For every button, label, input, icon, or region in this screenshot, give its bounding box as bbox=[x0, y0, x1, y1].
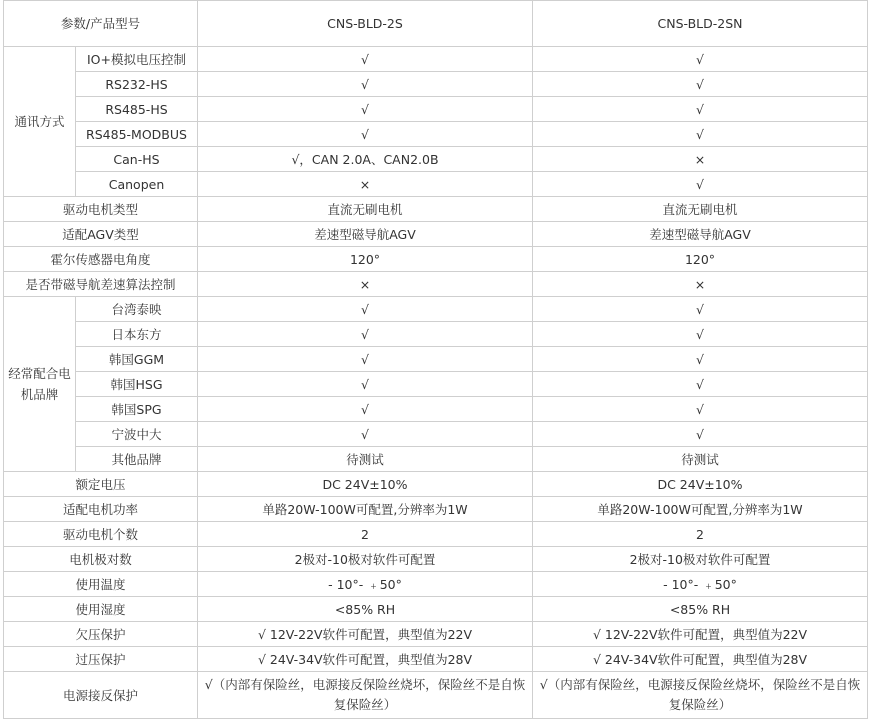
value-b: √ bbox=[533, 172, 868, 197]
row-name: IO+模拟电压控制 bbox=[76, 47, 198, 72]
value-a: √ bbox=[198, 122, 533, 147]
row-name: 过压保护 bbox=[4, 647, 198, 672]
value-a: √ bbox=[198, 322, 533, 347]
value-b: 2极对-10极对软件可配置 bbox=[533, 547, 868, 572]
value-b: √ bbox=[533, 397, 868, 422]
value-b: √ bbox=[533, 297, 868, 322]
value-a: √ bbox=[198, 47, 533, 72]
table-row bbox=[4, 522, 868, 547]
value-a: √ bbox=[198, 372, 533, 397]
table-row bbox=[4, 672, 868, 719]
row-name: 宁波中大 bbox=[76, 422, 198, 447]
value-b: 2 bbox=[533, 522, 868, 547]
value-a: √ bbox=[198, 347, 533, 372]
value-b: 单路20W-100W可配置,分辨率为1W bbox=[533, 497, 868, 522]
value-a: 单路20W-100W可配置,分辨率为1W bbox=[198, 497, 533, 522]
row-name: 驱动电机类型 bbox=[4, 197, 198, 222]
value-a: √ 12V-22V软件可配置，典型值为22V bbox=[198, 622, 533, 647]
row-name: RS232-HS bbox=[76, 72, 198, 97]
spec-table bbox=[3, 0, 868, 719]
row-name: 台湾泰映 bbox=[76, 297, 198, 322]
table-row bbox=[4, 472, 868, 497]
value-a: 2 bbox=[198, 522, 533, 547]
value-a: √ bbox=[198, 422, 533, 447]
value-b: √ bbox=[533, 322, 868, 347]
value-a: √ bbox=[198, 397, 533, 422]
value-a: 直流无刷电机 bbox=[198, 197, 533, 222]
value-a: √ 24V-34V软件可配置，典型值为28V bbox=[198, 647, 533, 672]
table-row bbox=[4, 372, 868, 397]
value-b: √ bbox=[533, 422, 868, 447]
table-row bbox=[4, 47, 868, 72]
table-row bbox=[4, 597, 868, 622]
table-row bbox=[4, 97, 868, 122]
value-b: 待测试 bbox=[533, 447, 868, 472]
value-a: 差速型磁导航AGV bbox=[198, 222, 533, 247]
value-b: √（内部有保险丝，电源接反保险丝烧坏，保险丝不是自恢复保险丝） bbox=[533, 672, 868, 719]
row-name: 使用温度 bbox=[4, 572, 198, 597]
value-b: 差速型磁导航AGV bbox=[533, 222, 868, 247]
value-a: √ bbox=[198, 72, 533, 97]
table-row bbox=[4, 322, 868, 347]
value-b: DC 24V±10% bbox=[533, 472, 868, 497]
value-a: 2极对-10极对软件可配置 bbox=[198, 547, 533, 572]
row-name: 韩国HSG bbox=[76, 372, 198, 397]
table-row bbox=[4, 572, 868, 597]
value-a: 待测试 bbox=[198, 447, 533, 472]
model-b-header: CNS-BLD-2SN bbox=[533, 1, 868, 47]
value-b: √ bbox=[533, 122, 868, 147]
value-b: 直流无刷电机 bbox=[533, 197, 868, 222]
row-name: 电机极对数 bbox=[4, 547, 198, 572]
motor-group-label: 经常配合电机品牌 bbox=[4, 297, 76, 472]
table-row bbox=[4, 447, 868, 472]
row-name: 日本东方 bbox=[76, 322, 198, 347]
value-b: √ bbox=[533, 347, 868, 372]
table-row bbox=[4, 347, 868, 372]
row-name: 驱动电机个数 bbox=[4, 522, 198, 547]
row-name: Can-HS bbox=[76, 147, 198, 172]
table-row bbox=[4, 72, 868, 97]
table-row bbox=[4, 547, 868, 572]
model-a-header: CNS-BLD-2S bbox=[198, 1, 533, 47]
row-name: 霍尔传感器电角度 bbox=[4, 247, 198, 272]
row-name: RS485-HS bbox=[76, 97, 198, 122]
row-name: 欠压保护 bbox=[4, 622, 198, 647]
table-row bbox=[4, 297, 868, 322]
table-row bbox=[4, 247, 868, 272]
value-a: <85% RH bbox=[198, 597, 533, 622]
table-row bbox=[4, 622, 868, 647]
table-row bbox=[4, 497, 868, 522]
value-b: √ 24V-34V软件可配置，典型值为28V bbox=[533, 647, 868, 672]
table-row bbox=[4, 272, 868, 297]
row-name: 适配AGV类型 bbox=[4, 222, 198, 247]
comm-group-label: 通讯方式 bbox=[4, 47, 76, 197]
value-a: × bbox=[198, 172, 533, 197]
value-b: <85% RH bbox=[533, 597, 868, 622]
row-name: 额定电压 bbox=[4, 472, 198, 497]
row-name: 使用湿度 bbox=[4, 597, 198, 622]
row-name: Canopen bbox=[76, 172, 198, 197]
value-a: - 10°- ﹢50° bbox=[198, 572, 533, 597]
table-row bbox=[4, 422, 868, 447]
value-a: × bbox=[198, 272, 533, 297]
value-a: √ bbox=[198, 97, 533, 122]
row-name: 韩国SPG bbox=[76, 397, 198, 422]
table-row bbox=[4, 172, 868, 197]
value-a: DC 24V±10% bbox=[198, 472, 533, 497]
row-name: 适配电机功率 bbox=[4, 497, 198, 522]
value-b: 120° bbox=[533, 247, 868, 272]
row-name: 其他品牌 bbox=[76, 447, 198, 472]
value-a: √，CAN 2.0A、CAN2.0B bbox=[198, 147, 533, 172]
table-row bbox=[4, 197, 868, 222]
value-a: 120° bbox=[198, 247, 533, 272]
value-b: - 10°- ﹢50° bbox=[533, 572, 868, 597]
row-name: RS485-MODBUS bbox=[76, 122, 198, 147]
value-b: × bbox=[533, 147, 868, 172]
table-row bbox=[4, 397, 868, 422]
value-b: √ bbox=[533, 72, 868, 97]
row-name: 韩国GGM bbox=[76, 347, 198, 372]
table-row bbox=[4, 222, 868, 247]
value-a: √（内部有保险丝，电源接反保险丝烧坏，保险丝不是自恢复保险丝） bbox=[198, 672, 533, 719]
table-row bbox=[4, 647, 868, 672]
value-b: √ bbox=[533, 372, 868, 397]
row-name: 是否带磁导航差速算法控制 bbox=[4, 272, 198, 297]
table-row bbox=[4, 122, 868, 147]
param-header: 参数/产品型号 bbox=[4, 1, 198, 47]
value-b: √ 12V-22V软件可配置，典型值为22V bbox=[533, 622, 868, 647]
value-a: √ bbox=[198, 297, 533, 322]
table-row bbox=[4, 147, 868, 172]
value-b: √ bbox=[533, 97, 868, 122]
header-row bbox=[4, 1, 868, 47]
value-b: √ bbox=[533, 47, 868, 72]
row-name: 电源接反保护 bbox=[4, 672, 198, 719]
value-b: × bbox=[533, 272, 868, 297]
